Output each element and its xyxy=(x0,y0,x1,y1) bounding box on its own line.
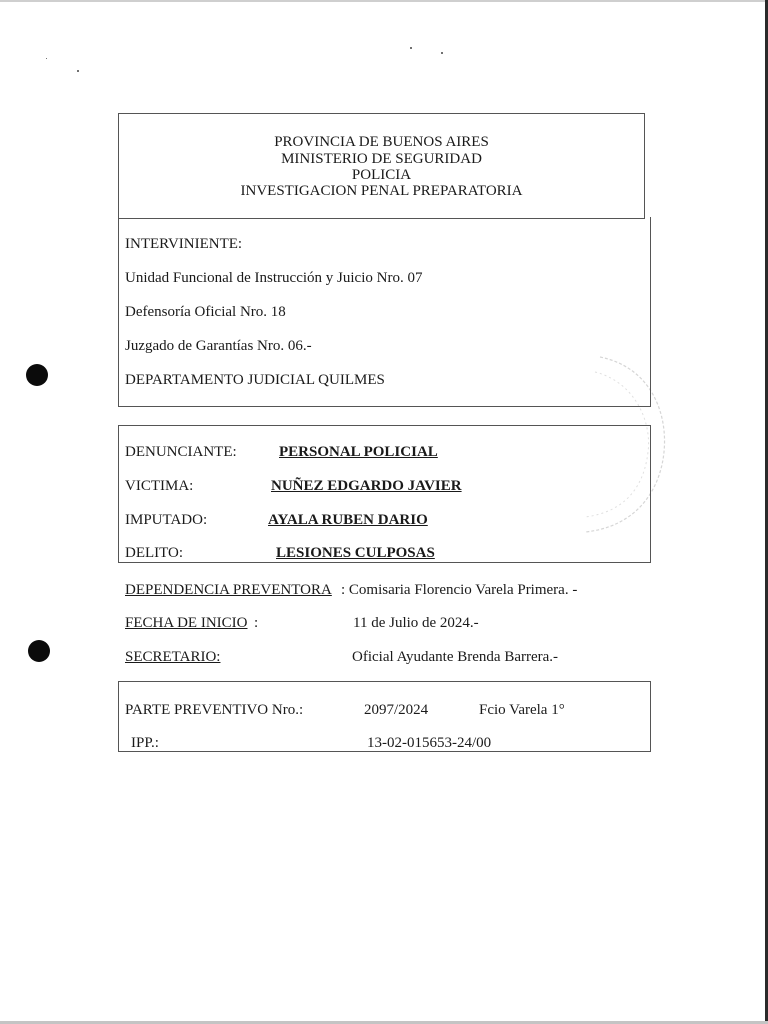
secretario-label: SECRETARIO: xyxy=(125,649,221,665)
punch-hole-top xyxy=(26,364,48,386)
header-province: PROVINCIA DE BUENOS AIRES xyxy=(274,134,489,150)
delito-value: LESIONES CULPOSAS xyxy=(276,545,435,561)
scan-edge-top xyxy=(0,0,768,2)
header-box xyxy=(118,113,645,219)
victima-label: VICTIMA: xyxy=(125,478,194,494)
parte-preventivo-box xyxy=(118,681,651,752)
punch-hole-bottom xyxy=(28,640,50,662)
victima-value: NUÑEZ EDGARDO JAVIER xyxy=(271,478,462,494)
parties-box xyxy=(118,425,651,563)
denunciante-value: PERSONAL POLICIAL xyxy=(279,444,438,460)
intervening-label: INTERVINIENTE: xyxy=(125,236,243,252)
intervening-box xyxy=(118,217,651,407)
dependencia-value: : Comisaria Florencio Varela Primera. - xyxy=(341,582,578,598)
parte-location: Fcio Varela 1° xyxy=(479,702,565,718)
ipp-label: IPP.: xyxy=(131,735,159,751)
scan-speck xyxy=(441,52,443,54)
delito-label: DELITO: xyxy=(125,545,184,561)
fecha-label: FECHA DE INICIO xyxy=(125,615,248,631)
denunciante-label: DENUNCIANTE: xyxy=(125,444,237,460)
imputado-value: AYALA RUBEN DARIO xyxy=(268,512,428,528)
dependencia-label: DEPENDENCIA PREVENTORA xyxy=(125,582,332,598)
intervening-item: DEPARTAMENTO JUDICIAL QUILMES xyxy=(125,372,385,388)
parte-number: 2097/2024 xyxy=(364,702,429,718)
header-investigation: INVESTIGACION PENAL PREPARATORIA xyxy=(240,183,523,199)
ipp-number: 13-02-015653-24/00 xyxy=(367,735,492,751)
scan-speck xyxy=(410,47,412,49)
fecha-colon: : xyxy=(254,615,259,631)
intervening-item: Defensoría Oficial Nro. 18 xyxy=(125,304,286,320)
scan-speck xyxy=(46,58,47,59)
intervening-item: Juzgado de Garantías Nro. 06.- xyxy=(125,338,312,354)
parte-label: PARTE PREVENTIVO Nro.: xyxy=(125,702,304,718)
scan-speck xyxy=(77,70,79,72)
fecha-value: 11 de Julio de 2024.- xyxy=(353,615,479,631)
imputado-label: IMPUTADO: xyxy=(125,512,208,528)
intervening-item: Unidad Funcional de Instrucción y Juicio Nro. 07 xyxy=(125,270,423,286)
header-police: POLICIA xyxy=(351,167,412,183)
header-ministry: MINISTERIO DE SEGURIDAD xyxy=(281,151,482,167)
secretario-value: Oficial Ayudante Brenda Barrera.- xyxy=(352,649,559,665)
